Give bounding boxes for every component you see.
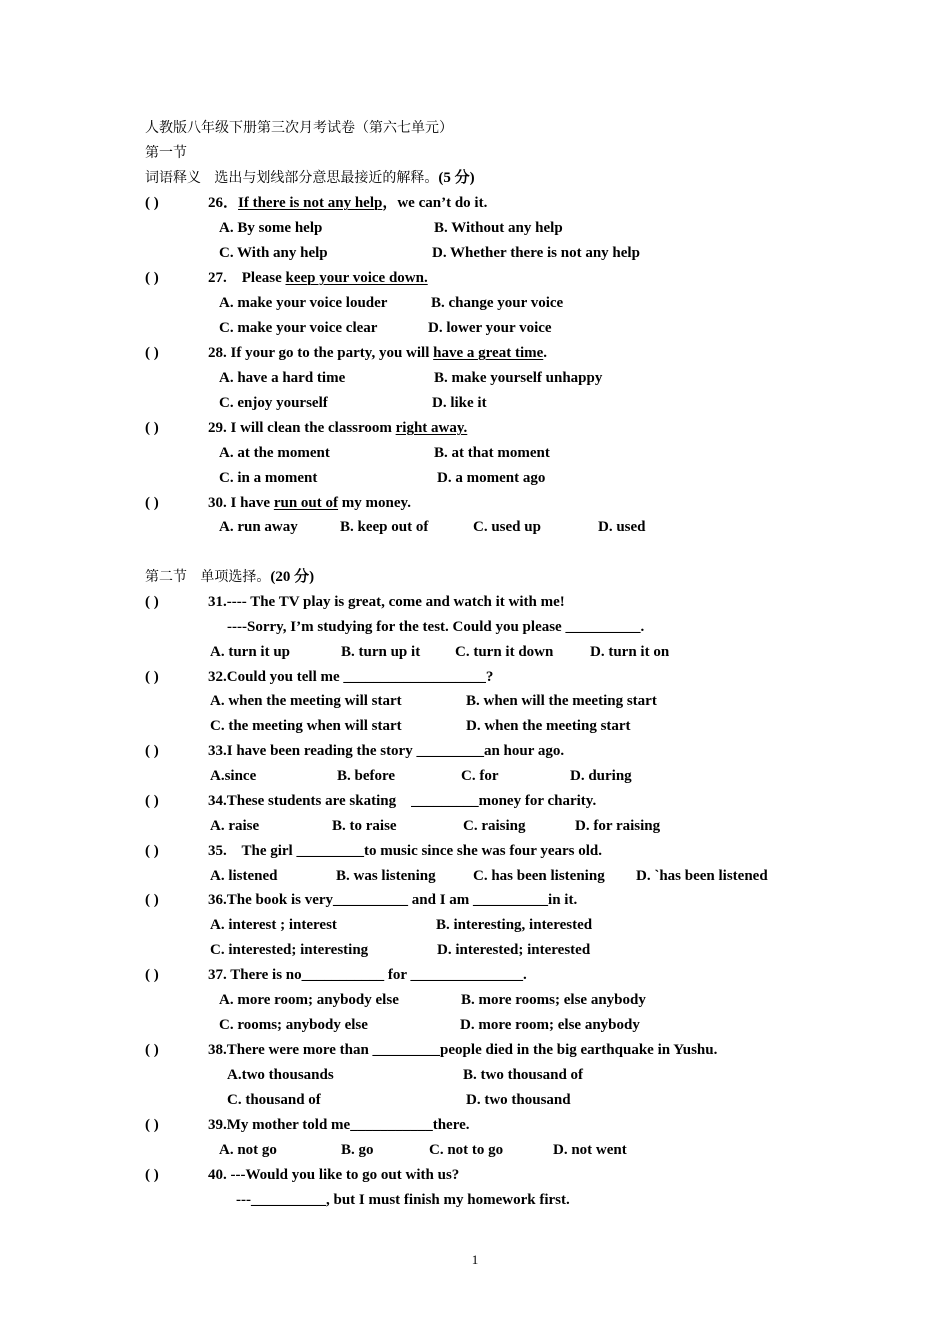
answer-paren-39: ( ) <box>145 1117 159 1133</box>
answer-paren-30: ( ) <box>145 495 159 511</box>
q29-option-a: A. at the moment <box>219 445 330 461</box>
q30-underlined: run out of <box>273 495 339 511</box>
answer-paren-34: ( ) <box>145 793 159 809</box>
q31-option-c: C. turn it down <box>455 644 554 660</box>
question-33: 33.I have been reading the story _________an hour ago. <box>208 743 565 759</box>
q26-number: 26． <box>208 195 239 211</box>
question-30 <box>208 494 411 512</box>
answer-paren-35: ( ) <box>145 843 159 859</box>
q28-pre: 28. If your go to the party, you will <box>208 345 434 361</box>
q36-option-a: A. interest ; interest <box>210 917 337 933</box>
question-40: 40. ---Would you like to go out with us? <box>208 1167 460 1183</box>
q29-pre: 29. I will clean the classroom <box>208 420 396 436</box>
section2-label: 第二节 单项选择。 <box>145 569 271 585</box>
q37-option-c: C. rooms; anybody else <box>219 1017 368 1033</box>
answer-paren-29: ( ) <box>145 420 159 436</box>
q37-option-d: D. more room; else anybody <box>460 1017 640 1033</box>
q30-option-c: C. used up <box>473 519 541 535</box>
q27-option-a: A. make your voice louder <box>219 295 388 311</box>
answer-paren-28: ( ) <box>145 345 159 361</box>
section1-label: 第一节 <box>145 145 187 161</box>
q28-option-c: C. enjoy yourself <box>219 395 328 411</box>
q29-underlined: right away. <box>395 420 468 436</box>
q35-option-c: C. has been listening <box>473 868 605 884</box>
q39-option-c: C. not to go <box>429 1142 504 1158</box>
question-28 <box>208 344 547 362</box>
answer-paren-32: ( ) <box>145 669 159 685</box>
section1-points: (5 分) <box>438 170 475 186</box>
q38-option-a: A.two thousands <box>227 1067 334 1083</box>
question-36: 36.The book is very__________ and I am __________in it. <box>208 892 578 908</box>
answer-paren-37: ( ) <box>145 967 159 983</box>
q36-option-b: B. interesting, interested <box>436 917 593 933</box>
question-37: 37. There is no___________ for _______________. <box>208 967 527 983</box>
q38-option-d: D. two thousand <box>466 1092 571 1108</box>
q32-option-b: B. when will the meeting start <box>466 693 657 709</box>
q26-option-d: D. Whether there is not any help <box>432 245 640 261</box>
q29-option-b: B. at that moment <box>434 445 550 461</box>
q27-option-b: B. change your voice <box>431 295 564 311</box>
q26-option-c: C. With any help <box>219 245 328 261</box>
answer-paren-27: ( ) <box>145 270 159 286</box>
section1-instr-text: 词语释义 选出与划线部分意思最接近的解释。 <box>145 170 439 186</box>
q33-option-d: D. during <box>570 768 632 784</box>
q34-option-a: A. raise <box>210 818 260 834</box>
q39-option-d: D. not went <box>553 1142 627 1158</box>
q36-option-d: D. interested; interested <box>437 942 591 958</box>
q29-option-c: C. in a moment <box>219 470 318 486</box>
q37-option-b: B. more rooms; else anybody <box>461 992 646 1008</box>
q39-option-a: A. not go <box>219 1142 277 1158</box>
q30-pre: 30. I have <box>208 495 274 511</box>
q33-option-c: C. for <box>461 768 499 784</box>
exam-title: 人教版八年级下册第三次月考试卷（第六七单元） <box>145 120 453 136</box>
q26-underlined: If there is not any help <box>238 195 383 211</box>
section2-points: (20 分) <box>270 569 315 585</box>
q31-option-d: D. turn it on <box>590 644 670 660</box>
q27-pre: 27. Please <box>208 270 286 286</box>
q36-option-c: C. interested; interesting <box>210 942 369 958</box>
q30-option-d: D. used <box>598 519 646 535</box>
q33-option-a: A.since <box>210 768 257 784</box>
q38-option-b: B. two thousand of <box>463 1067 584 1083</box>
section2-heading <box>145 568 314 586</box>
q32-option-d: D. when the meeting start <box>466 718 631 734</box>
q35-option-a: A. listened <box>210 868 278 884</box>
q34-option-c: C. raising <box>463 818 526 834</box>
question-31-reply: ----Sorry, I’m studying for the test. Could you please __________. <box>227 619 645 635</box>
q37-option-a: A. more room; anybody else <box>219 992 399 1008</box>
q28-option-a: A. have a hard time <box>219 370 346 386</box>
q39-option-b: B. go <box>341 1142 374 1158</box>
q32-option-a: A. when the meeting will start <box>210 693 402 709</box>
page-number: 1 <box>471 1252 479 1267</box>
q31-option-b: B. turn up it <box>341 644 421 660</box>
q30-option-a: A. run away <box>219 519 298 535</box>
question-40-reply: ---__________, but I must finish my homework first. <box>236 1192 570 1208</box>
q29-option-d: D. a moment ago <box>437 470 546 486</box>
answer-paren-33: ( ) <box>145 743 159 759</box>
section1-instructions <box>145 169 475 187</box>
question-38: 38.There were more than _________people died in the big earthquake in Yushu. <box>208 1042 718 1058</box>
q35-option-b: B. was listening <box>336 868 436 884</box>
q26-option-a: A. By some help <box>219 220 323 236</box>
q30-option-b: B. keep out of <box>340 519 429 535</box>
answer-paren-40: ( ) <box>145 1167 159 1183</box>
q27-underlined: keep your voice down. <box>285 270 428 286</box>
answer-paren-36: ( ) <box>145 892 159 908</box>
question-27 <box>208 269 428 287</box>
answer-paren-38: ( ) <box>145 1042 159 1058</box>
q32-option-c: C. the meeting when will start <box>210 718 402 734</box>
q28-option-b: B. make yourself unhappy <box>434 370 603 386</box>
q28-option-d: D. like it <box>432 395 487 411</box>
q34-option-d: D. for raising <box>575 818 661 834</box>
question-32: 32.Could you tell me ___________________? <box>208 669 494 685</box>
q28-underlined: have a great time <box>433 345 544 361</box>
question-31: 31.---- The TV play is great, come and watch it with me! <box>208 594 565 610</box>
q31-option-a: A. turn it up <box>210 644 291 660</box>
q26-rest: ，we can’t do it. <box>382 195 488 211</box>
question-35: 35. The girl _________to music since she was four years old. <box>208 843 603 859</box>
answer-paren-26: ( ) <box>145 195 159 211</box>
answer-paren-31: ( ) <box>145 594 159 610</box>
q30-post: my money. <box>338 495 411 511</box>
q38-option-c: C. thousand of <box>227 1092 321 1108</box>
q34-option-b: B. to raise <box>332 818 397 834</box>
q28-post: . <box>543 345 548 361</box>
question-34: 34.These students are skating _________money for charity. <box>208 793 597 809</box>
q26-option-b: B. Without any help <box>434 220 563 236</box>
q27-option-c: C. make your voice clear <box>219 320 378 336</box>
q35-option-d: D. `has been listened <box>636 868 768 884</box>
question-26 <box>208 194 487 212</box>
q33-option-b: B. before <box>337 768 396 784</box>
question-39: 39.My mother told me___________there. <box>208 1117 470 1133</box>
q27-option-d: D. lower your voice <box>428 320 552 336</box>
question-29 <box>208 419 467 437</box>
